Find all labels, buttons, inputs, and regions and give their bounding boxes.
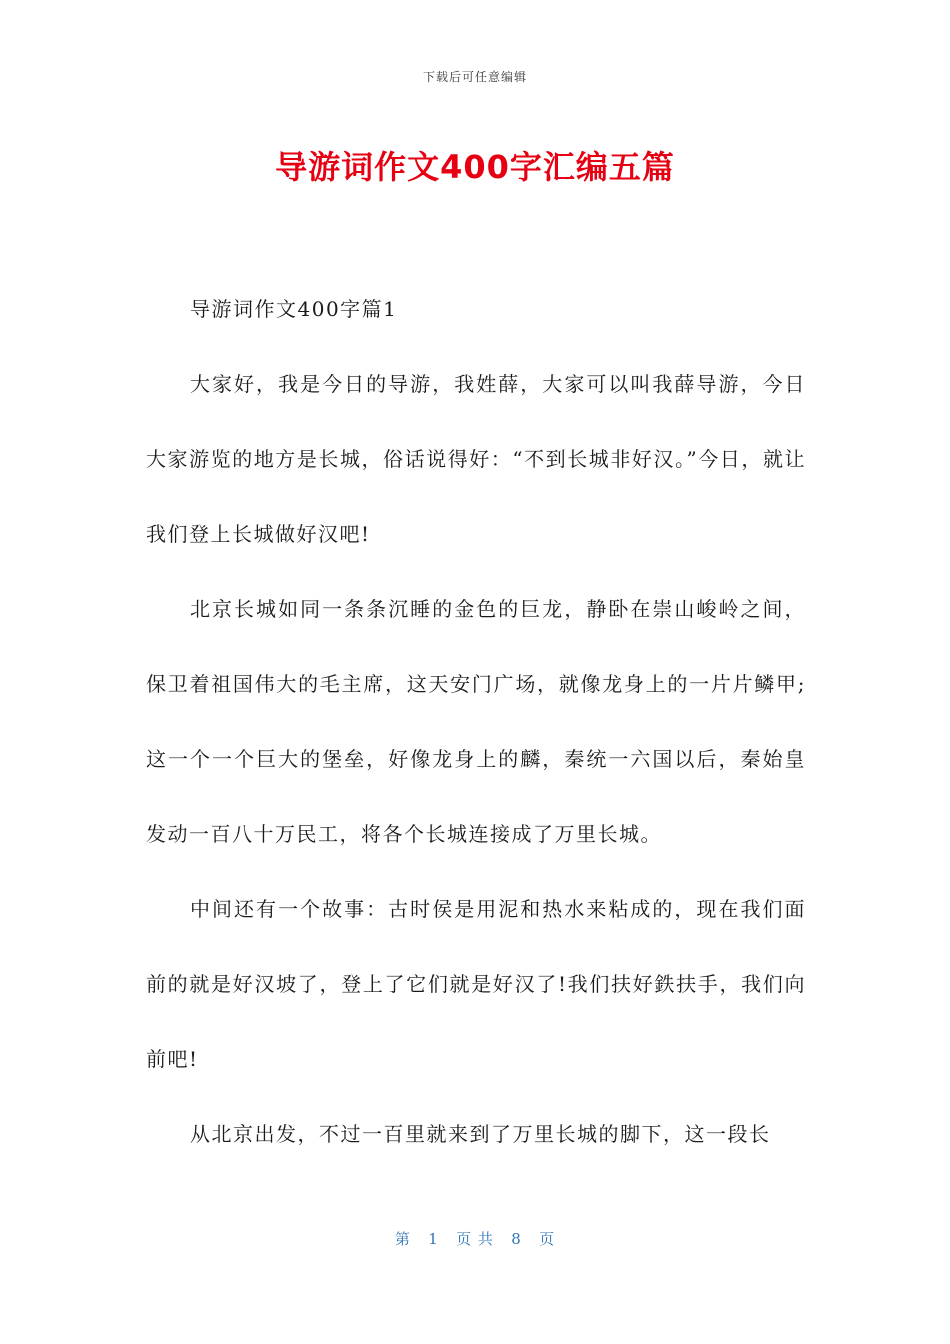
page-label-suffix: 页	[539, 1230, 556, 1248]
body-paragraph: 北京长城如同一条条沉睡的金色的巨龙，静卧在崇山峻岭之间，保卫着祖国伟大的毛主席，这天安门广场，就像龙身上的一片片鳞甲;这一个一个巨大的堡垒，好像龙身上的麟，秦统一六国以后，秦始皇发动一百八十万民工，将各个长城连接成了万里长城。	[146, 597, 806, 846]
section-heading: 导游词作文400字篇1	[190, 297, 398, 321]
body-paragraph: 大家好，我是今日的导游，我姓薛，大家可以叫我薛导游，今日大家游览的地方是长城，俗话说得好：“不到长城非好汉。”今日，就让我们登上长城做好汉吧!	[146, 372, 806, 546]
header-note: 下载后可任意编辑	[422, 70, 527, 84]
body-paragraph: 从北京出发，不过一百里就来到了万里长城的脚下，这一段长	[190, 1122, 771, 1146]
body-paragraph: 中间还有一个故事：古时侯是用泥和热水来粘成的，现在我们面前的就是好汉坡了，登上了它们就是好汉了!我们扶好鉄扶手，我们向前吧!	[146, 897, 806, 1071]
page-label-middle: 页 共	[456, 1230, 494, 1248]
total-pages-number: 8	[511, 1230, 522, 1248]
current-page-number: 1	[428, 1230, 439, 1248]
page-footer	[0, 1228, 950, 1249]
document-title: 导游词作文400字汇编五篇	[275, 148, 675, 186]
document-body	[146, 272, 806, 1172]
page-label-prefix: 第	[394, 1230, 411, 1248]
